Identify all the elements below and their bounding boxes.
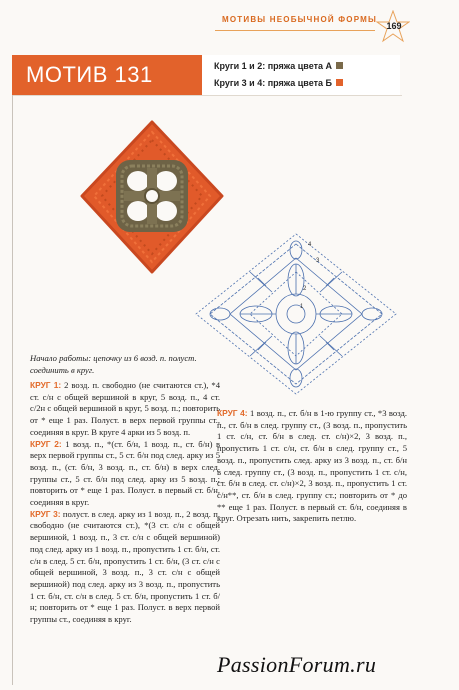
start-instructions: Начало работы: цепочку из 6 возд. п. полуст. соединить в круг. (30, 353, 197, 375)
right-column (217, 408, 407, 525)
color-a-swatch (336, 62, 343, 69)
round-2-label: 2 (303, 286, 307, 292)
round-2-label-text: КРУГ 2: (30, 438, 62, 449)
header-rule (215, 30, 375, 31)
round-1: КРУГ 1: 2 возд. п. свободно (не считаются ст.), *4 ст. с/н с общей вершиной в круг, 5 возд. п., 4 ст. с/2н с общей вершиной в круг, 5 возд. п.; повторить от * еще 1 раз. Полуст. в верх первой группы ст., соединяя в круг. В круге 4 арки из 5 возд. п. (30, 380, 220, 437)
motif-title: МОТИВ 131 (26, 62, 153, 87)
round-4-label: 4 (308, 242, 312, 248)
watermark: PassionForum.ru (217, 652, 377, 677)
round-1-label: 1 (300, 304, 304, 310)
round-1-label-text: КРУГ 1: (30, 380, 62, 390)
chapter-title: МОТИВЫ НЕОБЫЧНОЙ ФОРМЫ (222, 15, 378, 24)
left-column (30, 380, 220, 626)
frame-top (12, 95, 402, 96)
page-number: 169 (386, 21, 402, 31)
round-4: КРУГ 4: 1 возд. п., ст. б/н в 1-ю группу ст., *3 возд. п., ст. б/н в след. группу ст., (3 возд. п., пропустить 1 ст. с/н, ст. б/н в след. ст. с/н)×2, 3 возд. п., пропустить 1 ст. с/н, ст. б/н в след. группу ст., 5 возд. п., пропустить след. арку из 3 возд. п., ст. б/н в след. группу ст., (3 возд. п., пропустить 1 ст. с/н, ст. б/н в след. ст. с/н)×2, 3 возд. п., пропустить 1 ст. с/н**, ст. б/н в след. группу ст.; повторить от * до ** еще 1 раз. Полуст. в первый ст. б/н, соединяя в круг. Отрезать нить, закрепить петлю. (217, 408, 407, 524)
frame-left (12, 95, 13, 685)
round-4-label-text: КРУГ 4: (217, 408, 248, 418)
round-3-label-text: КРУГ 3: (30, 508, 61, 519)
color-b-swatch (336, 79, 343, 86)
legend-item-b: Круги 3 и 4: пряжа цвета Б (214, 78, 343, 88)
round-3-label: 3 (316, 258, 320, 264)
round-2: КРУГ 2: 1 возд. п., *(ст. б/н, 1 возд. п., ст. б/н) в верх первой группы ст., 5 ст. б/н под след. арку из 5 возд. п., (ст. б/н, 3 возд. п., ст. б/н) в верх след. группы ст., 5 ст. б/н под след. арку из 5 возд. п.; повторить от * еще 1 раз. Полуст. в первый ст. б/н, соединяя в круг. (30, 438, 221, 508)
legend-item-a: Круги 1 и 2: пряжа цвета А (214, 61, 343, 71)
round-3: КРУГ 3: полуст. в след. арку из 1 возд. п., 2 возд. п. свободно (не считаются ст.), *(3 ст. с/н с общей вершиной, 1 возд. п., 3 ст. с/н с общей вершиной) под след. арку из 1 возд. п., пропустить 1 ст. б/н, ст. с/н в след. 5 ст. б/н, пропустить 1 ст. б/н, (3 ст. с/н с общей вершиной, 3 возд. п., 3 ст. с/н с общей вершиной) под след. арку из 3 возд. п., пропустить 1 ст. б/н, ст. с/н в след. 5 ст. б/н, пропустить 1 ст. б/н; повторить от * еще 1 раз. Полуст. в верх первой группы ст., соединяя в круг. (30, 508, 220, 625)
